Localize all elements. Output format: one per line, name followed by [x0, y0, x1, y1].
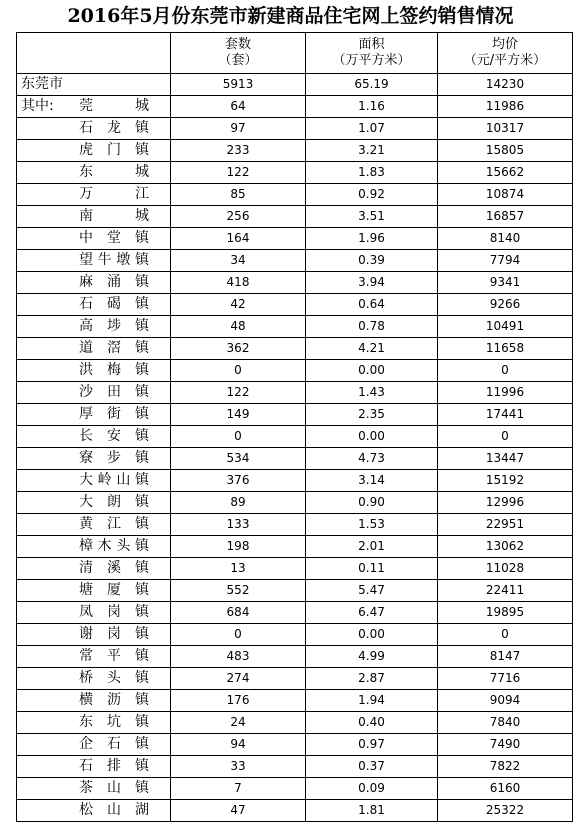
table-row	[17, 734, 573, 756]
region-name: 谢岗镇	[79, 626, 149, 642]
area-cell: 0.00	[306, 426, 438, 448]
units-cell: 33	[171, 756, 306, 778]
table-row	[17, 756, 573, 778]
area-cell: 3.14	[306, 470, 438, 492]
units-cell: 256	[171, 206, 306, 228]
header-area	[306, 33, 438, 74]
price-cell: 7716	[438, 668, 573, 690]
price-cell: 11658	[438, 338, 573, 360]
area-cell: 0.90	[306, 492, 438, 514]
region-cell	[17, 514, 171, 536]
price-cell: 17441	[438, 404, 573, 426]
region-cell	[17, 338, 171, 360]
price-cell: 22951	[438, 514, 573, 536]
region-cell	[17, 712, 171, 734]
table-row	[17, 536, 573, 558]
units-cell: 552	[171, 580, 306, 602]
area-cell: 1.16	[306, 96, 438, 118]
region-cell	[17, 646, 171, 668]
price-cell: 8140	[438, 228, 573, 250]
table-row	[17, 294, 573, 316]
region-cell	[17, 206, 171, 228]
price-cell: 25322	[438, 800, 573, 822]
region-name: 麻涌镇	[79, 274, 149, 290]
region-name: 石龙镇	[79, 120, 149, 136]
area-cell: 2.01	[306, 536, 438, 558]
area-cell: 1.53	[306, 514, 438, 536]
area-cell: 3.94	[306, 272, 438, 294]
units-cell: 198	[171, 536, 306, 558]
price-cell: 8147	[438, 646, 573, 668]
region-cell	[17, 756, 171, 778]
table-row	[17, 558, 573, 580]
table-row	[17, 96, 573, 118]
region-cell	[17, 360, 171, 382]
area-cell: 5.47	[306, 580, 438, 602]
units-cell: 122	[171, 162, 306, 184]
area-cell: 6.47	[306, 602, 438, 624]
page-title: 2016年5月份东莞市新建商品住宅网上签约销售情况	[67, 5, 514, 27]
area-cell: 0.09	[306, 778, 438, 800]
table-row	[17, 800, 573, 822]
price-cell: 15805	[438, 140, 573, 162]
price-cell: 15662	[438, 162, 573, 184]
region-cell	[17, 74, 171, 96]
area-cell: 4.21	[306, 338, 438, 360]
region-cell	[17, 294, 171, 316]
header-units	[171, 33, 306, 74]
region-cell	[17, 448, 171, 470]
header-area-label: 面积	[358, 37, 385, 52]
area-cell: 4.99	[306, 646, 438, 668]
price-cell: 0	[438, 624, 573, 646]
price-cell: 11028	[438, 558, 573, 580]
region-name: 桥头镇	[79, 670, 149, 686]
region-name: 莞城	[79, 98, 149, 114]
area-cell: 1.07	[306, 118, 438, 140]
units-cell: 42	[171, 294, 306, 316]
units-cell: 13	[171, 558, 306, 580]
table-row	[17, 272, 573, 294]
area-cell: 0.00	[306, 360, 438, 382]
table-row	[17, 470, 573, 492]
header-units-label: 套数	[224, 37, 251, 52]
units-cell: 94	[171, 734, 306, 756]
region-name: 清溪镇	[79, 560, 149, 576]
units-cell: 64	[171, 96, 306, 118]
region-name: 中堂镇	[79, 230, 149, 246]
table-row	[17, 338, 573, 360]
region-cell	[17, 118, 171, 140]
price-cell: 9094	[438, 690, 573, 712]
area-cell: 0.78	[306, 316, 438, 338]
region-name: 虎门镇	[79, 142, 149, 158]
region-name: 东城	[79, 164, 149, 180]
area-cell: 0.00	[306, 624, 438, 646]
table-row	[17, 448, 573, 470]
region-name: 松山湖	[79, 802, 149, 818]
region-name: 常平镇	[79, 648, 149, 664]
area-cell: 0.92	[306, 184, 438, 206]
units-cell: 85	[171, 184, 306, 206]
area-cell: 3.51	[306, 206, 438, 228]
area-cell: 65.19	[306, 74, 438, 96]
area-cell: 0.97	[306, 734, 438, 756]
area-cell: 1.43	[306, 382, 438, 404]
region-name: 凤岗镇	[79, 604, 149, 620]
region-cell	[17, 624, 171, 646]
table-row	[17, 646, 573, 668]
region-name: 大朗镇	[79, 494, 149, 510]
region-cell	[17, 250, 171, 272]
region-cell	[17, 734, 171, 756]
area-cell: 1.94	[306, 690, 438, 712]
price-cell: 0	[438, 426, 573, 448]
region-name: 寮步镇	[79, 450, 149, 466]
area-cell: 1.96	[306, 228, 438, 250]
region-name: 横沥镇	[79, 692, 149, 708]
region-name: 沙田镇	[79, 384, 149, 400]
region-cell	[17, 602, 171, 624]
region-name: 万江	[79, 186, 149, 202]
units-cell: 176	[171, 690, 306, 712]
region-name: 企石镇	[79, 736, 149, 752]
price-cell: 12996	[438, 492, 573, 514]
region-cell	[17, 558, 171, 580]
table-row	[17, 668, 573, 690]
region-cell	[17, 492, 171, 514]
units-cell: 47	[171, 800, 306, 822]
region-name: 茶山镇	[79, 780, 149, 796]
price-cell: 15192	[438, 470, 573, 492]
units-cell: 0	[171, 360, 306, 382]
units-cell: 274	[171, 668, 306, 690]
units-cell: 418	[171, 272, 306, 294]
area-cell: 1.83	[306, 162, 438, 184]
table-row	[17, 690, 573, 712]
table-row	[17, 206, 573, 228]
units-cell: 48	[171, 316, 306, 338]
table-row	[17, 382, 573, 404]
table-row	[17, 250, 573, 272]
table-row	[17, 492, 573, 514]
table-row	[17, 228, 573, 250]
units-cell: 149	[171, 404, 306, 426]
region-cell	[17, 228, 171, 250]
header-row	[17, 33, 573, 74]
header-region	[17, 33, 171, 74]
units-cell: 684	[171, 602, 306, 624]
price-cell: 0	[438, 360, 573, 382]
units-cell: 89	[171, 492, 306, 514]
table-row	[17, 514, 573, 536]
header-area-unit: （万平方米）	[332, 53, 411, 68]
table-row	[17, 778, 573, 800]
units-cell: 122	[171, 382, 306, 404]
region-cell	[17, 96, 171, 118]
price-cell: 7840	[438, 712, 573, 734]
region-name: 洪梅镇	[79, 362, 149, 378]
units-cell: 7	[171, 778, 306, 800]
price-cell: 10491	[438, 316, 573, 338]
region-name: 厚街镇	[79, 406, 149, 422]
header-units-unit: （套）	[218, 53, 258, 68]
region-name: 黄江镇	[79, 516, 149, 532]
region-name: 长安镇	[79, 428, 149, 444]
region-cell	[17, 778, 171, 800]
region-cell	[17, 140, 171, 162]
area-cell: 4.73	[306, 448, 438, 470]
table-row	[17, 404, 573, 426]
units-cell: 24	[171, 712, 306, 734]
price-cell: 16857	[438, 206, 573, 228]
region-cell	[17, 382, 171, 404]
header-price-unit: （元/平方米）	[463, 53, 547, 68]
units-cell: 133	[171, 514, 306, 536]
table-row	[17, 316, 573, 338]
region-cell	[17, 426, 171, 448]
area-cell: 1.81	[306, 800, 438, 822]
sales-table	[16, 32, 573, 822]
table-row	[17, 140, 573, 162]
units-cell: 534	[171, 448, 306, 470]
region-name: 望牛墩镇	[79, 252, 149, 268]
region-name: 大岭山镇	[79, 472, 149, 488]
region-cell	[17, 162, 171, 184]
region-cell	[17, 690, 171, 712]
price-cell: 11986	[438, 96, 573, 118]
units-cell: 0	[171, 624, 306, 646]
table-row	[17, 624, 573, 646]
region-cell	[17, 470, 171, 492]
price-cell: 10317	[438, 118, 573, 140]
units-cell: 0	[171, 426, 306, 448]
region-cell	[17, 800, 171, 822]
price-cell: 13447	[438, 448, 573, 470]
region-name: 塘厦镇	[79, 582, 149, 598]
region-cell	[17, 668, 171, 690]
price-cell: 7822	[438, 756, 573, 778]
header-price-label: 均价	[491, 37, 518, 52]
table-row	[17, 118, 573, 140]
region-name: 南城	[79, 208, 149, 224]
units-cell: 97	[171, 118, 306, 140]
table-row	[17, 712, 573, 734]
price-cell: 13062	[438, 536, 573, 558]
price-cell: 14230	[438, 74, 573, 96]
region-name: 石排镇	[79, 758, 149, 774]
region-cell	[17, 536, 171, 558]
table-row	[17, 162, 573, 184]
region-name: 高埗镇	[79, 318, 149, 334]
price-cell: 11996	[438, 382, 573, 404]
units-cell: 362	[171, 338, 306, 360]
area-cell: 2.35	[306, 404, 438, 426]
area-cell: 3.21	[306, 140, 438, 162]
table-row	[17, 580, 573, 602]
units-cell: 34	[171, 250, 306, 272]
units-cell: 5913	[171, 74, 306, 96]
area-cell: 0.37	[306, 756, 438, 778]
price-cell: 7794	[438, 250, 573, 272]
region-name: 道滘镇	[79, 340, 149, 356]
table-row	[17, 602, 573, 624]
region-cell	[17, 404, 171, 426]
table-row	[17, 360, 573, 382]
units-cell: 376	[171, 470, 306, 492]
price-cell: 7490	[438, 734, 573, 756]
area-cell: 0.11	[306, 558, 438, 580]
table-body	[17, 74, 573, 822]
header-price	[438, 33, 573, 74]
region-cell	[17, 184, 171, 206]
price-cell: 6160	[438, 778, 573, 800]
units-cell: 233	[171, 140, 306, 162]
price-cell: 22411	[438, 580, 573, 602]
area-cell: 0.64	[306, 294, 438, 316]
region-name: 樟木头镇	[79, 538, 149, 554]
region-cell	[17, 316, 171, 338]
area-cell: 0.40	[306, 712, 438, 734]
area-cell: 0.39	[306, 250, 438, 272]
region-name: 东莞市	[21, 76, 63, 92]
table-row	[17, 184, 573, 206]
price-cell: 19895	[438, 602, 573, 624]
table-row	[17, 74, 573, 96]
price-cell: 10874	[438, 184, 573, 206]
units-cell: 483	[171, 646, 306, 668]
region-cell	[17, 272, 171, 294]
region-cell	[17, 580, 171, 602]
price-cell: 9341	[438, 272, 573, 294]
region-name: 石碣镇	[79, 296, 149, 312]
region-prefix: 其中:	[21, 98, 54, 114]
price-cell: 9266	[438, 294, 573, 316]
units-cell: 164	[171, 228, 306, 250]
table-row	[17, 426, 573, 448]
region-name: 东坑镇	[79, 714, 149, 730]
area-cell: 2.87	[306, 668, 438, 690]
